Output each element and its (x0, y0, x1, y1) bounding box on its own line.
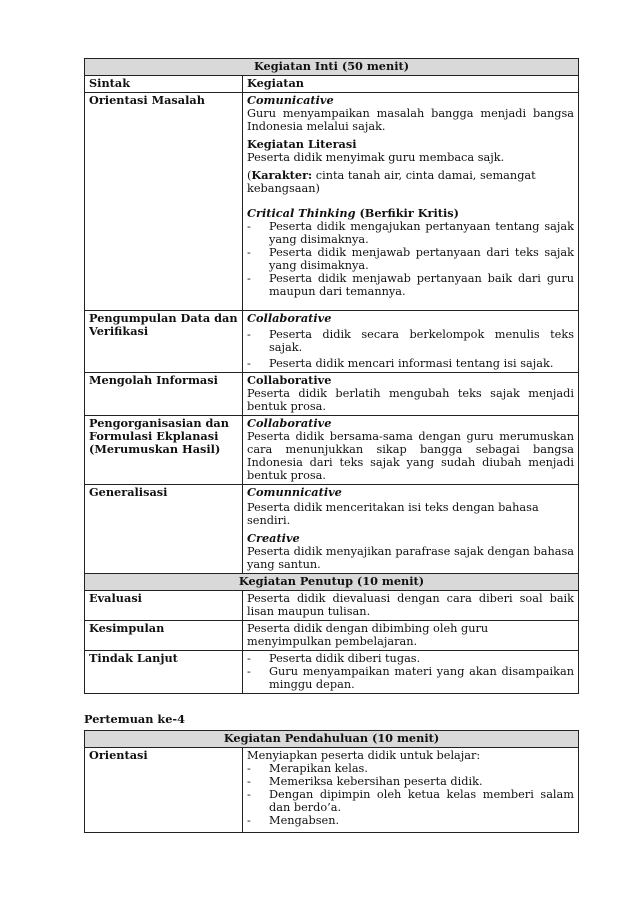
sintak-generalisasi: Generalisasi (85, 485, 243, 574)
table-row-pengumpulan (85, 311, 579, 373)
col-sintak: Sintak (85, 76, 243, 93)
list-item-text: Peserta didik diberi tugas. (269, 652, 421, 665)
sintak-evaluasi: Evaluasi (85, 591, 243, 621)
meeting-label: Pertemuan ke-4 (84, 712, 185, 726)
critical-suffix: (Berfikir Kritis) (355, 206, 459, 220)
critical-title: Critical Thinking (247, 206, 356, 220)
kegiatan-generalisasi (243, 485, 579, 574)
list-item (247, 220, 574, 246)
kegiatan-inti-table (84, 58, 579, 694)
list-item-text: Memeriksa kebersihan peserta didik. (269, 775, 483, 788)
penutup-header: Kegiatan Penutup (10 menit) (85, 574, 579, 591)
generalisasi-text-1: Peserta didik menceritakan isi teks dengan bahasa sendiri. (247, 501, 539, 527)
generalisasi-text-2: Peserta didik menyajikan parafrase sajak dengan bahasa yang santun. (247, 545, 575, 571)
collaborative-title: Collaborative (247, 416, 332, 430)
table-row-orientasi (85, 748, 579, 833)
table-row-tindak-lanjut (85, 651, 579, 694)
mengolah-text: Peserta didik berlatih mengubah teks sajak menjadi bentuk prosa. (247, 387, 575, 413)
sintak-orientasi-masalah: Orientasi Masalah (85, 93, 243, 311)
critical-thinking-heading (247, 207, 574, 220)
karakter-line (247, 169, 574, 195)
collaborative-title: Collaborative (247, 373, 332, 387)
list-item (247, 775, 574, 788)
list-item (247, 272, 574, 298)
list-item-text: Mengabsen. (269, 814, 340, 827)
kegiatan-kesimpulan: Peserta didik dengan dibimbing oleh guru menyimpulkan pembelajaran. (243, 621, 579, 651)
creative-title: Creative (247, 531, 300, 545)
table-row-evaluasi (85, 591, 579, 621)
sintak-orientasi: Orientasi (85, 748, 243, 833)
lesson-plan-page (84, 58, 578, 833)
list-item-text: Peserta didik secara berkelompok menulis teks sajak. (269, 328, 575, 354)
table-row-mengolah (85, 373, 579, 416)
kegiatan-orientasi (243, 748, 579, 833)
dash-bullet: - (247, 775, 251, 788)
table-row-generalisasi (85, 485, 579, 574)
dash-bullet: - (247, 665, 251, 678)
karakter-open: ( (247, 169, 252, 182)
table-row-kesimpulan (85, 621, 579, 651)
list-item (247, 357, 574, 370)
kegiatan-pengumpulan (243, 311, 579, 373)
col-kegiatan: Kegiatan (243, 76, 579, 93)
table-row-pengorganisasian (85, 416, 579, 485)
kegiatan-pengorganisasian (243, 416, 579, 485)
inti-header-row (85, 59, 579, 76)
dash-bullet: - (247, 788, 251, 801)
kegiatan-mengolah (243, 373, 579, 416)
dash-bullet: - (247, 272, 251, 285)
dash-bullet: - (247, 220, 251, 233)
list-item-text: Peserta didik menjawab pertanyaan dari teks sajak yang disimaknya. (269, 246, 575, 272)
list-item-text: Peserta didik mencari informasi tentang isi sajak. (269, 357, 554, 370)
pengorganisasian-text: Peserta didik bersama-sama dengan guru merumuskan cara menunjukkan sikap bangga sebagai bangsa Indonesia dari teks sajak yang sudah diubah menjadi bentuk prosa. (247, 430, 575, 482)
collaborative-title: Collaborative (247, 311, 332, 325)
list-item-text: Peserta didik mengajukan pertanyaan tentang sajak yang disimaknya. (269, 220, 575, 246)
list-item (247, 762, 574, 775)
list-item-text: Peserta didik menjawab pertanyaan baik dari guru maupun dari temannya. (269, 272, 575, 298)
sintak-pengumpulan: Pengumpulan Data dan Verifikasi (85, 311, 243, 373)
dash-bullet: - (247, 814, 251, 827)
list-item-text: Guru menyampaikan materi yang akan disampaikan minggu depan. (269, 665, 575, 691)
kegiatan-tindak-lanjut (243, 651, 579, 694)
list-item (247, 814, 574, 827)
communicative-title: Comunnicative (247, 485, 342, 499)
dash-bullet: - (247, 652, 251, 665)
list-item (247, 788, 574, 814)
penutup-header-row (85, 574, 579, 591)
dash-bullet: - (247, 328, 251, 341)
sintak-tindak-lanjut: Tindak Lanjut (85, 651, 243, 694)
literasi-text: Peserta didik menyimak guru membaca sajk. (247, 151, 505, 164)
list-item (247, 665, 574, 691)
table-row-orientasi-masalah (85, 93, 579, 311)
dash-bullet: - (247, 357, 251, 370)
list-item-text: Merapikan kelas. (269, 762, 368, 775)
pendahuluan-header-row (85, 731, 579, 748)
literasi-title: Kegiatan Literasi (247, 137, 357, 151)
list-item (247, 328, 574, 354)
kegiatan-orientasi-masalah (243, 93, 579, 311)
list-item (247, 246, 574, 272)
orientasi-intro: Menyiapkan peserta didik untuk belajar: (247, 749, 481, 762)
inti-header: Kegiatan Inti (50 menit) (85, 59, 579, 76)
kegiatan-evaluasi: Peserta didik dievaluasi dengan cara diberi soal baik lisan maupun tulisan. (243, 591, 579, 621)
kegiatan-pendahuluan-table (84, 730, 579, 833)
karakter-label: Karakter: (251, 168, 313, 182)
karakter-text: cinta tanah air, cinta damai, semangat kebangsaan) (247, 169, 536, 195)
communicative-text: Guru menyampaikan masalah bangga menjadi bangsa Indonesia melalui sajak. (247, 107, 575, 133)
communicative-title: Comunicative (247, 93, 334, 107)
dash-bullet: - (247, 762, 251, 775)
pendahuluan-header: Kegiatan Pendahuluan (10 menit) (85, 731, 579, 748)
sintak-pengorganisasian: Pengorganisasian dan Formulasi Ekplanasi (Merumuskan Hasil) (85, 416, 243, 485)
sintak-kesimpulan: Kesimpulan (85, 621, 243, 651)
column-header-row (85, 76, 579, 93)
list-item-text: Dengan dipimpin oleh ketua kelas memberi salam dan berdo’a. (269, 788, 574, 814)
dash-bullet: - (247, 246, 251, 259)
sintak-mengolah: Mengolah Informasi (85, 373, 243, 416)
list-item (247, 652, 574, 665)
